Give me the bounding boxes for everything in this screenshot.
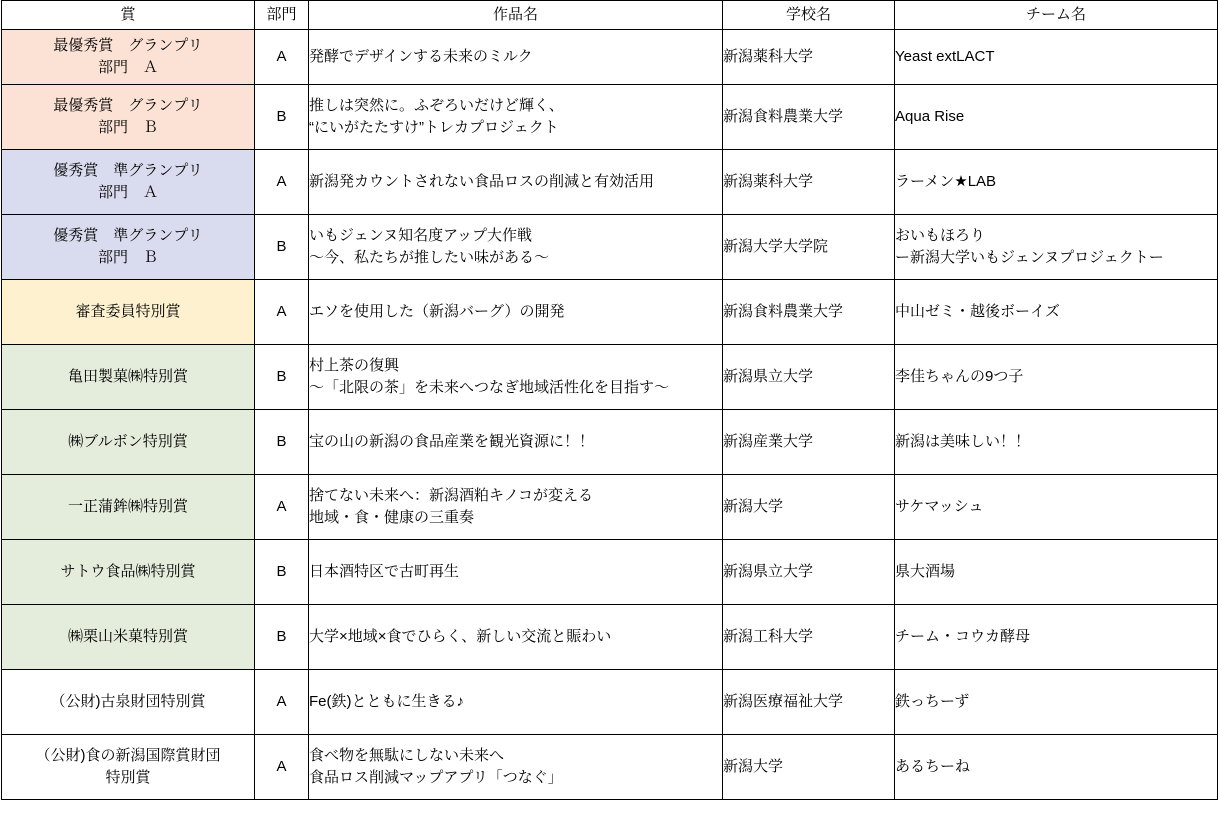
school-name-cell: 新潟大学	[723, 475, 895, 540]
table-header	[2, 1, 1218, 30]
award-name-cell	[2, 150, 255, 215]
work-title-line: 食品ロス削減マップアプリ「つなぐ」	[309, 769, 563, 786]
team-name-cell	[895, 410, 1218, 475]
work-title-line: 新潟発カウントされない食品ロスの削減と有効活用	[309, 173, 655, 191]
work-title-cell	[309, 670, 723, 735]
school-name-cell: 新潟工科大学	[723, 605, 895, 670]
work-title-cell	[309, 215, 723, 280]
award-name-line: 亀田製菓㈱特別賞	[67, 368, 188, 386]
award-name-line: 部門 Ａ	[97, 59, 158, 76]
header-row	[2, 1, 1218, 30]
team-name-line: 鉄っちーず	[895, 693, 970, 711]
work-title-line: 〜「北限の茶」を未来へつなぎ地域活性化を目指す〜	[309, 379, 670, 396]
school-name-cell: 新潟県立大学	[723, 540, 895, 605]
team-name-line: 中山ゼミ・越後ボーイズ	[895, 303, 1060, 321]
team-name-cell	[895, 345, 1218, 410]
school-name-cell: 新潟産業大学	[723, 410, 895, 475]
work-title-line: 推しは突然に。ふぞろいだけど輝く、	[309, 97, 564, 115]
school-name-cell: 新潟県立大学	[723, 345, 895, 410]
team-name-cell	[895, 670, 1218, 735]
work-title-line: 大学×地域×食でひらく、新しい交流と賑わい	[309, 628, 612, 646]
work-title-cell	[309, 735, 723, 800]
table-row	[2, 735, 1218, 800]
column-header-title: 作品名	[309, 1, 723, 30]
award-name-cell	[2, 475, 255, 540]
table-row	[2, 280, 1218, 345]
work-title-line: Fe(鉄)とともに生きる♪	[309, 693, 464, 711]
school-name-cell: 新潟大学大学院	[723, 215, 895, 280]
school-name-cell: 新潟食料農業大学	[723, 280, 895, 345]
award-name-line: （公財)古泉財団特別賞	[50, 693, 206, 711]
table-row	[2, 30, 1218, 85]
award-name-line: 部門 Ｂ	[97, 119, 158, 136]
award-name-line: 最優秀賞 グランプリ	[53, 97, 203, 115]
award-name-cell	[2, 605, 255, 670]
award-name-cell	[2, 345, 255, 410]
award-name-line: 審査委員特別賞	[75, 303, 181, 321]
team-name-line: 新潟は美味しい！！	[895, 433, 1031, 451]
table-row	[2, 540, 1218, 605]
team-name-line: チーム・コウカ酵母	[895, 628, 1031, 646]
division-cell: B	[255, 85, 309, 150]
team-name-line: あるちーね	[895, 758, 971, 776]
award-name-cell	[2, 280, 255, 345]
work-title-cell	[309, 540, 723, 605]
work-title-cell	[309, 475, 723, 540]
award-name-line: 一正蒲鉾㈱特別賞	[67, 498, 188, 516]
work-title-cell	[309, 30, 723, 85]
column-header-division: 部門	[255, 1, 309, 30]
team-name-cell	[895, 735, 1218, 800]
table-body	[2, 30, 1218, 800]
team-name-cell	[895, 30, 1218, 85]
work-title-cell	[309, 410, 723, 475]
work-title-line: 食べ物を無駄にしない未来へ	[309, 747, 505, 765]
column-header-school: 学校名	[723, 1, 895, 30]
award-name-line: 優秀賞 準グランプリ	[53, 162, 203, 180]
school-name-cell: 新潟薬科大学	[723, 150, 895, 215]
award-name-cell	[2, 410, 255, 475]
work-title-line: “にいがたたすけ”トレカプロジェクト	[309, 119, 559, 136]
school-name-cell: 新潟大学	[723, 735, 895, 800]
team-name-cell	[895, 540, 1218, 605]
award-name-line: ㈱ブルボン特別賞	[68, 433, 188, 451]
work-title-cell	[309, 280, 723, 345]
team-name-line: Aqua Rise	[895, 108, 965, 126]
table-row	[2, 150, 1218, 215]
team-name-line: Yeast extLACT	[895, 48, 995, 66]
award-name-line: 特別賞	[105, 769, 151, 786]
award-name-line: サトウ食品㈱特別賞	[60, 563, 196, 581]
column-header-team: チーム名	[895, 1, 1218, 30]
award-name-cell	[2, 670, 255, 735]
table-row	[2, 345, 1218, 410]
team-name-cell	[895, 475, 1218, 540]
team-name-line: 県大酒場	[895, 563, 956, 581]
division-cell: B	[255, 215, 309, 280]
division-cell: B	[255, 410, 309, 475]
award-name-line: 優秀賞 準グランプリ	[53, 227, 203, 245]
award-name-line: 部門 Ａ	[97, 184, 158, 201]
table-row	[2, 605, 1218, 670]
division-cell: A	[255, 670, 309, 735]
work-title-cell	[309, 150, 723, 215]
award-name-cell	[2, 30, 255, 85]
team-name-line: サケマッシュ	[895, 498, 984, 516]
team-name-line: おいもほろり	[895, 227, 986, 245]
team-name-cell	[895, 150, 1218, 215]
work-title-line: エソを使用した（新潟バーグ）の開発	[309, 303, 565, 321]
team-name-cell	[895, 605, 1218, 670]
table-row	[2, 475, 1218, 540]
award-name-cell	[2, 215, 255, 280]
school-name-cell: 新潟薬科大学	[723, 30, 895, 85]
division-cell: A	[255, 475, 309, 540]
table-row	[2, 215, 1218, 280]
award-name-line: ㈱栗山米菓特別賞	[67, 628, 188, 646]
table-row	[2, 670, 1218, 735]
work-title-line: 地域・食・健康の三重奏	[309, 509, 475, 526]
team-name-cell	[895, 280, 1218, 345]
work-title-line: 捨てない未来へ：新潟酒粕キノコが変える	[309, 487, 593, 505]
work-title-line: 日本酒特区で古町再生	[309, 563, 460, 581]
work-title-cell	[309, 605, 723, 670]
award-name-line: 最優秀賞 グランプリ	[53, 37, 203, 55]
division-cell: B	[255, 540, 309, 605]
work-title-line: いもジェンヌ知名度アップ大作戦	[309, 227, 533, 245]
award-name-cell	[2, 540, 255, 605]
work-title-line: 発酵でデザインする未来のミルク	[309, 48, 533, 66]
team-name-line: ラーメン★LAB	[895, 173, 997, 191]
column-header-award: 賞	[2, 1, 255, 30]
table-row	[2, 85, 1218, 150]
school-name-cell: 新潟医療福祉大学	[723, 670, 895, 735]
work-title-cell	[309, 85, 723, 150]
work-title-cell	[309, 345, 723, 410]
award-results-table	[1, 0, 1218, 800]
work-title-line: 村上茶の復興	[309, 357, 400, 375]
team-name-cell	[895, 215, 1218, 280]
division-cell: B	[255, 605, 309, 670]
award-name-line: （公財)食の新潟国際賞財団	[35, 747, 221, 765]
team-name-line: 李佳ちゃんの9つ子	[895, 368, 1024, 386]
team-name-line: ー新潟大学いもジェンヌプロジェクトー	[895, 249, 1164, 266]
division-cell: A	[255, 30, 309, 85]
school-name-cell: 新潟食料農業大学	[723, 85, 895, 150]
division-cell: A	[255, 735, 309, 800]
team-name-cell	[895, 85, 1218, 150]
award-name-cell	[2, 85, 255, 150]
award-name-cell	[2, 735, 255, 800]
division-cell: A	[255, 280, 309, 345]
work-title-line: 〜今、私たちが推したい味がある〜	[309, 249, 550, 266]
table-row	[2, 410, 1218, 475]
division-cell: A	[255, 150, 309, 215]
work-title-line: 宝の山の新潟の食品産業を観光資源に！！	[309, 433, 595, 451]
division-cell: B	[255, 345, 309, 410]
award-name-line: 部門 Ｂ	[97, 249, 158, 266]
